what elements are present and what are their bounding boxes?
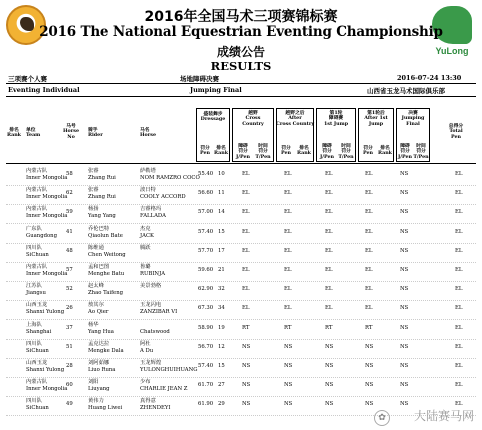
cell-pen: 56.70 xyxy=(198,343,214,350)
cell-horse-en: YULONGHUIHUANG xyxy=(140,367,198,373)
col-rank: 排名 Rank xyxy=(6,127,22,139)
cell-acc: NS xyxy=(284,343,293,350)
cell-team-cn: 四川队 xyxy=(26,340,42,347)
cell-aj: EL xyxy=(365,286,373,293)
cell-aj: EL xyxy=(365,247,373,254)
sub-jpen: 障碍 罚分 J/Pen xyxy=(319,143,335,160)
cell-horse-en: COOLY ACCORD xyxy=(140,194,186,201)
cell-cc: EL xyxy=(242,228,250,235)
cell-cc: EL xyxy=(242,190,250,197)
cell-rider-cn: 杨扬 xyxy=(88,206,99,213)
cell-rank: 17 xyxy=(218,247,225,254)
cell-rider-en: Zhao Taifeng xyxy=(88,290,123,297)
cell-acc: EL xyxy=(284,247,292,254)
cell-rank: 12 xyxy=(218,343,225,350)
cell-j1: EL xyxy=(325,247,333,254)
cell-horse-en: CHARLIE JEAN Z xyxy=(140,386,188,393)
cell-horse-en: RUBINJA xyxy=(140,271,166,277)
cell-pen: 57.40 xyxy=(198,363,214,369)
cell-cc: NS xyxy=(242,382,251,389)
cell-horse-cn: 玉龙辉煌 xyxy=(140,360,162,366)
cell-horse-cn: 萨勒塔 xyxy=(140,168,156,174)
cell-aj: NS xyxy=(365,401,374,408)
cell-cc: NS xyxy=(242,363,251,369)
cell-tot: EL xyxy=(455,382,463,389)
cell-j1: EL xyxy=(325,190,333,197)
cell-team-cn: 上海队 xyxy=(26,321,42,328)
cell-aj: NS xyxy=(365,382,374,389)
cell-horse-cn: 玉龙闪电 xyxy=(140,302,162,309)
cell-j1: NS xyxy=(325,401,334,408)
cell-jf: NS xyxy=(400,228,409,235)
cell-acc: RT xyxy=(284,324,292,331)
cell-acc: EL xyxy=(284,286,292,293)
row-divider xyxy=(6,358,476,359)
cell-aj: EL xyxy=(365,209,373,216)
cell-rider-en: Zhang Rui xyxy=(88,175,116,181)
cell-no: 60 xyxy=(66,382,73,389)
cell-team-cn: 四川队 xyxy=(26,398,42,405)
cell-rider-en: Menghe Batu xyxy=(88,271,125,277)
cell-horse-cn: 真得意 xyxy=(140,398,156,405)
cell-rank: 15 xyxy=(218,363,225,369)
sub-rank: 排名 Rank xyxy=(214,145,229,157)
cell-no: 62 xyxy=(66,190,73,197)
cell-team-en: Inner Mongolia xyxy=(26,213,68,220)
cell-tot: EL xyxy=(455,363,463,369)
cell-horse-cn: 波日特 xyxy=(140,187,156,194)
cell-rider-cn: 张睿 xyxy=(88,187,99,194)
cell-horse-cn: 少布 xyxy=(140,379,151,386)
cell-jf: NS xyxy=(400,190,409,197)
cell-team-en: Inner Mongolia xyxy=(26,194,68,201)
cell-team-en: Guangdong xyxy=(26,232,57,239)
cell-jf: NS xyxy=(400,171,409,177)
cell-pen: 59.60 xyxy=(198,267,214,273)
cell-tot: EL xyxy=(455,401,463,408)
cell-rider-cn: 刘阿茹娜 xyxy=(88,360,110,366)
cell-tot: EL xyxy=(455,247,463,254)
cell-rider-en: Zhang Rui xyxy=(88,194,116,201)
cell-acc: NS xyxy=(284,382,293,389)
col-after-jump: 第1轮后 After 1st Jump xyxy=(364,110,388,127)
cell-rider-en: Ao Qier xyxy=(88,309,109,316)
cell-aj: EL xyxy=(365,305,373,312)
cell-jf: NS xyxy=(400,401,409,408)
cell-team-cn: 内蒙古队 xyxy=(26,168,48,174)
cell-rank: 10 xyxy=(218,171,225,177)
cell-horse-en: JACK xyxy=(140,232,154,239)
cell-j1: EL xyxy=(325,305,333,312)
cell-jf: NS xyxy=(400,209,409,216)
cell-tot: EL xyxy=(455,171,463,177)
cell-team-cn: 山西玉龙 xyxy=(26,360,48,366)
cell-rank: 21 xyxy=(218,267,225,273)
title-english: 2016 The National Equestrian Eventing Championship xyxy=(39,24,443,40)
cell-horse-en: Chatswood xyxy=(140,328,170,335)
col-team: 单位 Team xyxy=(26,127,41,139)
cell-pen: 57.40 xyxy=(198,228,214,235)
sub-rank: 排名 Rank xyxy=(296,145,312,157)
cell-aj: EL xyxy=(365,190,373,197)
cell-pen: 67.30 xyxy=(198,305,214,312)
cell-acc: EL xyxy=(284,228,292,235)
cell-no: 49 xyxy=(66,401,73,408)
cell-horse-cn: 美景勃格 xyxy=(140,283,162,290)
cell-tot: EL xyxy=(455,190,463,197)
row-divider xyxy=(6,415,476,416)
cell-team-en: SiChuan xyxy=(26,405,49,412)
venue: 山西省玉龙马术国际俱乐部 xyxy=(367,87,445,95)
cell-pen: 58.90 xyxy=(198,324,214,331)
yulong-logo-text: YuLong xyxy=(435,46,469,56)
cell-no: 28 xyxy=(66,363,73,369)
cell-jf: NS xyxy=(400,343,409,350)
cell-cc: NS xyxy=(242,401,251,408)
sub-pen: 罚分 Pen xyxy=(362,145,374,157)
cell-rank: 11 xyxy=(218,190,225,197)
cell-acc: NS xyxy=(284,363,293,369)
cell-j1: EL xyxy=(325,267,333,273)
cell-jf: NS xyxy=(400,267,409,273)
col-jump1: 第1轮 障碍赛 1st Jump xyxy=(323,110,349,127)
cell-rider-cn: 孟和巴图 xyxy=(88,264,110,270)
cell-horse-en: NOM RAMZRO COCO xyxy=(140,175,200,181)
cell-horse-en: FALLADA xyxy=(140,213,166,220)
cell-jf: NS xyxy=(400,382,409,389)
cell-rider-en: Yang Hua xyxy=(88,328,114,335)
cell-horse-cn: 腾跃 xyxy=(140,244,151,251)
cell-no: 26 xyxy=(66,305,73,312)
col-horse: 马名 Horse xyxy=(140,127,157,139)
cell-acc: EL xyxy=(284,209,292,216)
title-chinese: 2016年全国马术三项赛锦标赛 xyxy=(144,9,338,25)
cell-rank: 32 xyxy=(218,286,225,293)
cell-cc: EL xyxy=(242,267,250,273)
cell-cc: EL xyxy=(242,171,250,177)
cell-tot: EL xyxy=(455,324,463,331)
col-after-cc: 越野之后 After Cross Country xyxy=(276,110,315,127)
cell-team-en: Jiangsu xyxy=(26,290,46,297)
subtitle-chinese: 成绩公告 xyxy=(216,45,265,59)
cell-team-en: Shanxi Yulong xyxy=(26,367,65,373)
cell-j1: NS xyxy=(325,363,334,369)
cell-rider-cn: 孟克达拉 xyxy=(88,340,110,347)
cell-no: 37 xyxy=(66,324,73,331)
cell-rider-cn: 黄伟力 xyxy=(88,398,104,405)
cell-team-cn: 内蒙古队 xyxy=(26,206,48,213)
sub-jpen: 障碍 罚分 J/Pen xyxy=(235,143,251,160)
cell-no: 57 xyxy=(66,267,73,273)
cell-rider-en: Yang Yang xyxy=(88,213,116,220)
cell-j1: NS xyxy=(325,343,334,350)
cell-acc: NS xyxy=(284,401,293,408)
cell-aj: RT xyxy=(365,324,373,331)
cell-aj: NS xyxy=(365,343,374,350)
header-divider xyxy=(6,163,476,164)
cell-team-en: Shanghai xyxy=(26,328,52,335)
cell-rider-cn: 杨华 xyxy=(88,321,99,328)
cell-rider-cn: 乔伦巴特 xyxy=(88,225,110,232)
cell-jf: NS xyxy=(400,247,409,254)
divider xyxy=(6,83,476,84)
sub-pen: 罚分 Pen xyxy=(199,145,211,157)
cell-pen: 55.40 xyxy=(198,171,214,177)
cell-acc: EL xyxy=(284,171,292,177)
row-divider xyxy=(6,300,476,301)
cell-rank: 29 xyxy=(218,401,225,408)
paw-icon: ✿ xyxy=(374,410,390,426)
cell-jf: NS xyxy=(400,324,409,331)
cell-pen: 61.90 xyxy=(198,401,214,408)
cell-rank: 19 xyxy=(218,324,225,331)
cell-pen: 61.70 xyxy=(198,382,214,389)
row-divider xyxy=(6,185,476,186)
cell-horse-cn: 阿杜 xyxy=(140,340,151,347)
cell-aj: EL xyxy=(365,267,373,273)
cell-pen: 57.70 xyxy=(198,247,214,254)
cell-no: 52 xyxy=(66,286,73,293)
col-horse-no: 马号 Horse No xyxy=(62,123,79,140)
sub-tpen: 时间 罚分 T/Pen xyxy=(413,143,429,160)
cell-jf: NS xyxy=(400,286,409,293)
phase-name-cn: 场地障碍决赛 xyxy=(180,75,219,83)
cell-rider-en: Liuyang xyxy=(88,386,110,393)
cell-team-en: Inner Mongolia xyxy=(26,386,68,393)
cell-tot: EL xyxy=(455,305,463,312)
cell-rider-en: Qiaolun Bate xyxy=(88,232,123,239)
cell-rider-cn: 张睿 xyxy=(88,168,99,174)
cell-tot: EL xyxy=(455,267,463,273)
cell-acc: EL xyxy=(284,267,292,273)
cell-horse-cn: 吉睿格玛 xyxy=(140,206,162,213)
cell-j1: EL xyxy=(325,286,333,293)
cell-rider-en: Liuo Runa xyxy=(88,367,116,373)
cell-rider-en: Mengke Dala xyxy=(88,347,124,354)
col-dressage: 盛装舞步 Dressage xyxy=(200,111,226,123)
cell-j1: NS xyxy=(325,382,334,389)
cell-j1: RT xyxy=(325,324,333,331)
cell-team-cn: 内蒙古队 xyxy=(26,264,48,270)
cell-rider-en: Huang Liwei xyxy=(88,405,123,412)
cell-rank: 27 xyxy=(218,382,225,389)
sub-pen: 罚分 Pen xyxy=(280,145,292,157)
cell-j1: EL xyxy=(325,228,333,235)
phase-name-en: Jumping Final xyxy=(190,86,242,94)
cell-team-en: Shanxi Yulong xyxy=(26,309,65,316)
cell-pen: 62.90 xyxy=(198,286,214,293)
cell-rider-cn: 刘阳 xyxy=(88,379,99,386)
cell-rank: 34 xyxy=(218,305,225,312)
cell-cc: NS xyxy=(242,343,251,350)
cell-cc: RT xyxy=(242,324,250,331)
row-divider xyxy=(6,204,476,205)
cell-j1: EL xyxy=(325,209,333,216)
cell-team-en: Inner Mongolia xyxy=(26,271,68,277)
cell-tot: EL xyxy=(455,209,463,216)
cell-no: 59 xyxy=(66,209,73,216)
cell-j1: EL xyxy=(325,171,333,177)
cell-rider-cn: 陈维通 xyxy=(88,244,104,251)
cell-acc: EL xyxy=(284,305,292,312)
cell-team-en: SiChuan xyxy=(26,347,49,354)
cell-team-cn: 内蒙古队 xyxy=(26,187,48,194)
cell-pen: 56.60 xyxy=(198,190,214,197)
sub-jpen: 障碍 罚分 J/Pen xyxy=(397,143,413,160)
cell-cc: EL xyxy=(242,286,250,293)
watermark: 大陆赛马网 xyxy=(413,409,474,423)
cell-aj: EL xyxy=(365,171,373,177)
divider xyxy=(6,96,476,97)
cell-tot: EL xyxy=(455,228,463,235)
cell-team-cn: 内蒙古队 xyxy=(26,379,48,386)
cell-team-en: SiChuan xyxy=(26,251,49,258)
datetime: 2016-07-24 13:30 xyxy=(397,74,462,82)
row-divider xyxy=(6,319,476,320)
cell-aj: EL xyxy=(365,228,373,235)
cell-no: 58 xyxy=(66,171,73,177)
subtitle-english: RESULTS xyxy=(210,59,272,73)
col-cross-country: 越野 Cross Country xyxy=(242,110,264,127)
cell-horse-en: ZANZIBAR VI xyxy=(140,309,178,316)
cell-jf: NS xyxy=(400,363,409,369)
sub-tpen: 时间 罚分 T/Pen xyxy=(338,143,354,160)
row-divider xyxy=(6,262,476,263)
cell-horse-cn: 鲁璐 xyxy=(140,264,151,270)
cell-cc: EL xyxy=(242,209,250,216)
cell-rider-cn: 敖其尔 xyxy=(88,302,104,309)
cell-acc: EL xyxy=(284,190,292,197)
cell-jf: NS xyxy=(400,305,409,312)
cell-rider-cn: 赵太峰 xyxy=(88,283,104,290)
row-divider xyxy=(6,396,476,397)
cell-team-cn: 山西玉龙 xyxy=(26,302,48,309)
cell-team-cn: 江苏队 xyxy=(26,283,42,290)
col-rider: 骑手 Rider xyxy=(88,127,103,139)
cell-rider-en: Chen Weitong xyxy=(88,251,126,258)
col-jump-final: 决赛 Jumping Final xyxy=(401,110,425,127)
cell-tot: EL xyxy=(455,343,463,350)
row-divider xyxy=(6,281,476,282)
row-divider xyxy=(6,223,476,224)
cell-team-cn: 四川队 xyxy=(26,244,42,251)
col-total: 总得分 Total Pen xyxy=(448,123,464,140)
event-name-en: Eventing Individual xyxy=(8,86,80,94)
cell-rank: 14 xyxy=(218,209,225,216)
sub-tpen: 时间 罚分 T/Pen xyxy=(255,143,271,160)
cell-cc: EL xyxy=(242,305,250,312)
cell-pen: 57.00 xyxy=(198,209,214,216)
cell-aj: NS xyxy=(365,363,374,369)
row-divider xyxy=(6,339,476,340)
cell-rank: 15 xyxy=(218,228,225,235)
sub-rank: 排名 Rank xyxy=(377,145,393,157)
cell-horse-en: A Du xyxy=(140,347,154,354)
cell-tot: EL xyxy=(455,286,463,293)
cell-horse-cn: 杰克 xyxy=(140,225,151,232)
row-divider xyxy=(6,243,476,244)
cell-team-cn: 广东队 xyxy=(26,225,42,232)
cell-no: 51 xyxy=(66,343,73,350)
row-divider xyxy=(6,377,476,378)
cell-team-en: Inner Mongolia xyxy=(26,175,68,181)
cell-cc: EL xyxy=(242,247,250,254)
cell-horse-en: ZHENDEYI xyxy=(140,405,171,412)
cell-no: 41 xyxy=(66,228,73,235)
event-name-cn: 三项赛个人赛 xyxy=(8,75,47,83)
cell-no: 48 xyxy=(66,247,73,254)
